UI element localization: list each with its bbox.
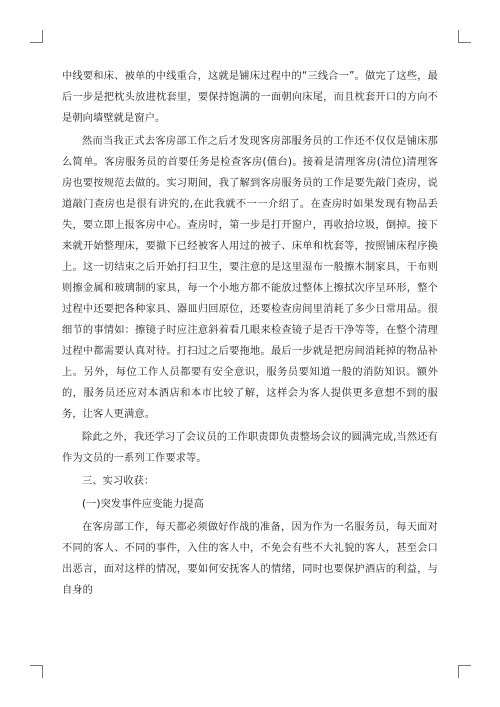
sub-heading: (一)突发事件应变能力提高 (82, 499, 204, 510)
document-body (62, 66, 438, 603)
crop-mark-bottom-right (458, 665, 471, 678)
paragraph-emergency-response: 在客房部工作，每天都必须做好作战的准备，因为作为一名服务员，每天面对不同的客人、不同的事件，入住的客人中，不免会有些不大礼貌的客人，甚至会口出恶言，面对这样的情况，要如何安抚客人的情绪，同时也要保护酒店的利益，与自身的 (62, 522, 438, 596)
paragraph-housekeeping-duties: 然而当我正式去客房部工作之后才发现客房部服务员的工作还不仅仅是铺床那么简单。客房服务员的首要任务是检查客房(值台)。接着是清理客房(清位)清理客房也要按规范去做的。实习期间，我了解到客房服务员的工作是要先敲门查房，说道敲门查房也是很有讲究的,在此我就不一一介绍了。在查房时如果发现有物品丢失，要立即上报客房中心。查房时，第一步是打开窗户，再收拾垃圾，倒掉。接下来就开始整理床，要撤下已经被客人用过的被子、床单和枕套等，按照铺床程序换上。这一切结束之后开始打扫卫生，要注意的是这里湿布一般擦木制家具，干布则则擦金属和玻璃制的家具，每一个小地方都不能放过整体上擦拭次序呈环形，整个过程中还要把各种家具、器皿归回原位，还要检查房间里消耗了多少日常用品。很细节的事情如：擦镜子时应注意斜着看几眼来检查镜子是否干净等等，在整个清理过程中都需要认真对待。打扫过之后要拖地。最后一步就是把房间消耗掉的物品补上。另外，每位工作人员都要有安全意识，服务员要知道一般的消防知识。额外的，服务员还应对本酒店和本市比较了解，这样会为客人提供更多意想不到的服务，让客人更满意。 (62, 136, 438, 420)
section-heading: 三、实习收获： (82, 476, 155, 487)
paragraph-bed-making-continued: 中线要和床、被单的中线重合，这就是铺床过程中的“三线合一”。做完了这些，最后一步是把枕头放进枕套里，要保持饱满的一面朝向床尾，而且枕套开口的方向不是朝向墙壁就是窗户。 (62, 71, 438, 124)
crop-mark-top-left (30, 30, 43, 43)
crop-mark-top-right (458, 30, 471, 43)
paragraph-meeting-staff: 除此之外，我还学习了会议员的工作职责即负责整场会议的圆满完成,当然还有作为文员的一系列工作要求等。 (62, 432, 438, 464)
crop-mark-bottom-left (30, 665, 43, 678)
